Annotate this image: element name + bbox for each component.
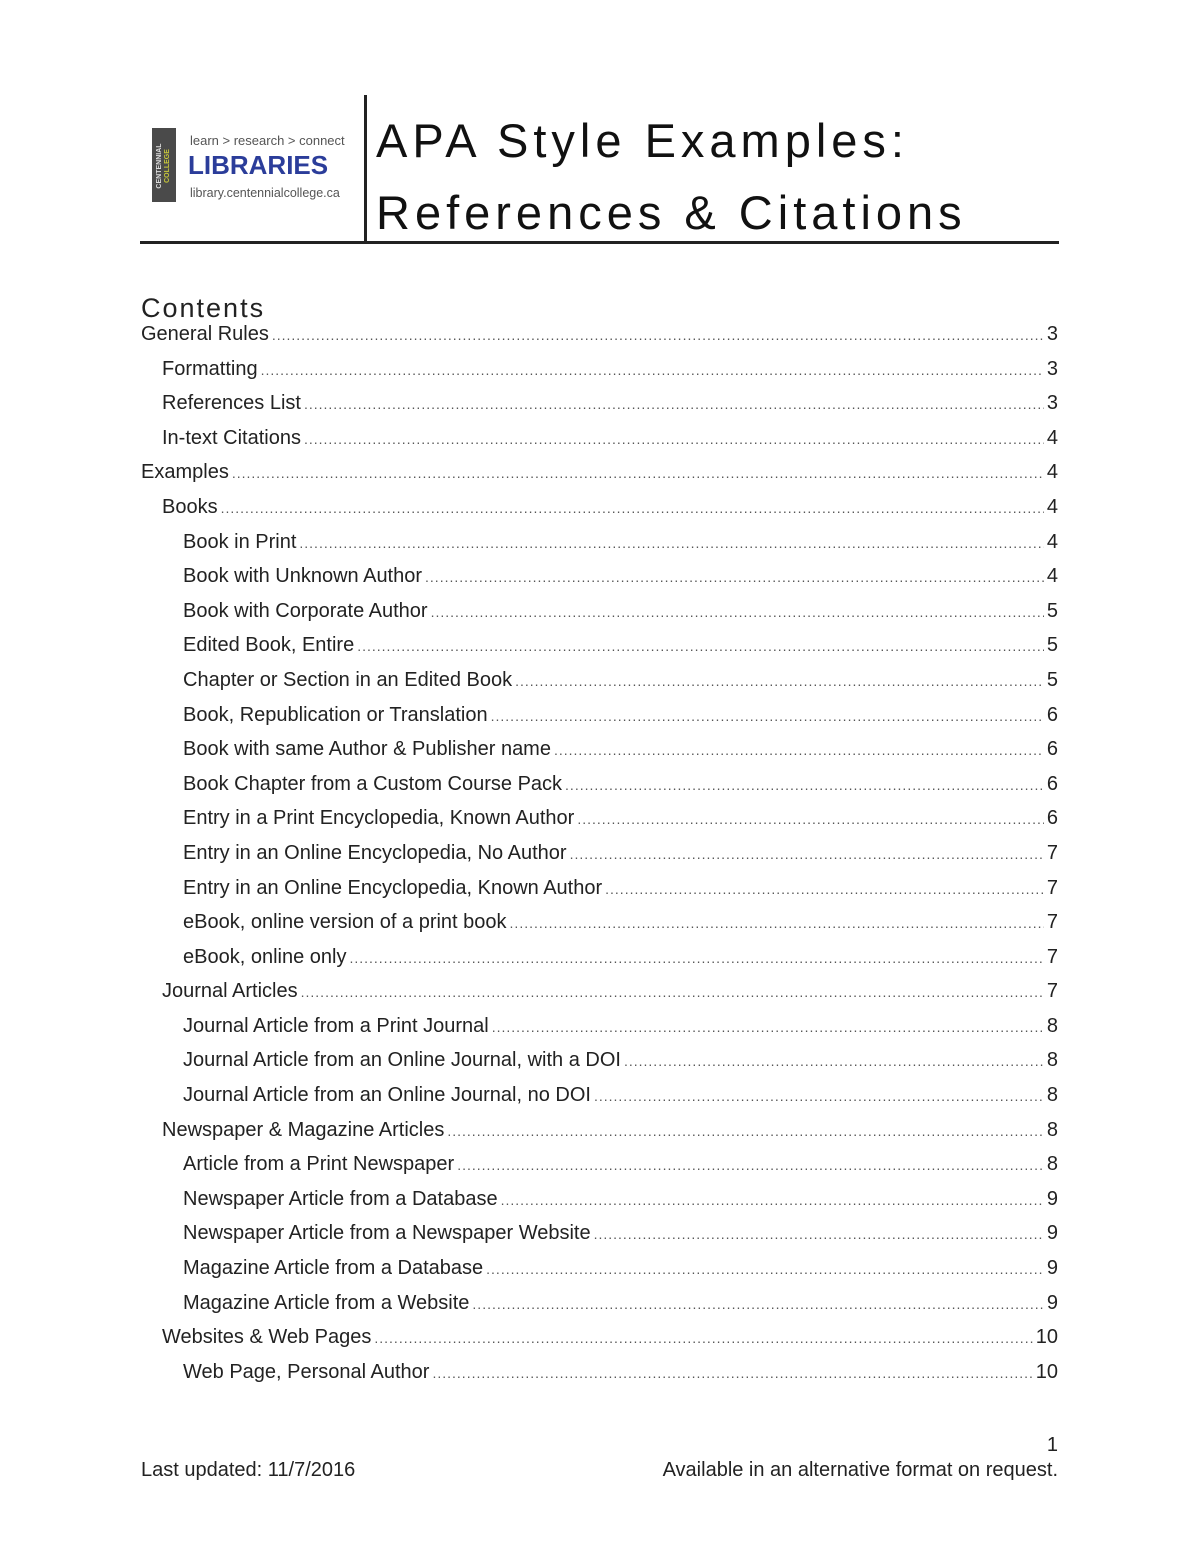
toc-leader-dots (349, 950, 1043, 966)
toc-entry[interactable] (141, 1361, 1058, 1396)
availability-note: Available in an alternative format on request. (662, 1459, 1058, 1481)
toc-entry-page[interactable]: 4 (1046, 565, 1058, 588)
toc-leader-dots (272, 327, 1044, 343)
toc-entry-page[interactable]: 6 (1046, 703, 1058, 726)
toc-leader-dots (432, 1365, 1032, 1381)
toc-entry-label[interactable]: Newspaper & Magazine Articles (162, 1118, 445, 1141)
toc-entry-page[interactable]: 8 (1046, 1049, 1058, 1072)
toc-entry[interactable] (141, 1188, 1058, 1223)
toc-entry[interactable] (141, 738, 1058, 773)
toc-leader-dots (486, 1261, 1044, 1277)
toc-entry-label[interactable]: eBook, online version of a print book (183, 911, 507, 934)
toc-entry[interactable] (141, 980, 1058, 1015)
last-updated: Last updated: 11/7/2016 (141, 1459, 356, 1481)
toc-leader-dots (221, 500, 1044, 516)
toc-entry-label[interactable]: eBook, online only (183, 945, 347, 968)
toc-leader-dots (261, 362, 1044, 378)
toc-entry[interactable] (141, 634, 1058, 669)
toc-leader-dots (232, 465, 1044, 481)
toc-entry-page[interactable]: 6 (1046, 738, 1058, 761)
toc-entry-page[interactable]: 6 (1046, 807, 1058, 830)
toc-entry-page[interactable]: 7 (1046, 911, 1058, 934)
toc-entry[interactable] (141, 807, 1058, 842)
logo-url: library.centennialcollege.ca (190, 186, 340, 200)
logo-tagline: learn > research > connect (190, 133, 345, 148)
toc-entry-page[interactable]: 5 (1046, 668, 1058, 691)
title-line-1: APA Style Examples: (376, 114, 909, 167)
toc-entry-page[interactable]: 3 (1046, 357, 1058, 380)
toc-entry-page[interactable]: 4 (1046, 530, 1058, 553)
college-badge (152, 128, 176, 202)
toc-leader-dots (304, 431, 1044, 447)
toc-entry-page[interactable]: 10 (1035, 1360, 1058, 1383)
toc-entry-label[interactable]: Journal Article from an Online Journal, with a DOI (183, 1049, 621, 1072)
toc-entry[interactable] (141, 1153, 1058, 1188)
toc-entry-page[interactable]: 4 (1046, 461, 1058, 484)
toc-entry-label[interactable]: Books (162, 495, 218, 518)
toc-entry[interactable] (141, 773, 1058, 808)
toc-entry[interactable] (141, 669, 1058, 704)
toc-leader-dots (501, 1192, 1044, 1208)
toc-entry[interactable] (141, 323, 1058, 358)
toc-entry-page[interactable]: 8 (1046, 1153, 1058, 1176)
toc-entry[interactable] (141, 461, 1058, 496)
toc-leader-dots (492, 1019, 1044, 1035)
toc-entry-page[interactable]: 9 (1046, 1291, 1058, 1314)
toc-entry-label[interactable]: Journal Article from a Print Journal (183, 1014, 489, 1037)
logo-libraries: LIBRARIES (188, 150, 329, 180)
toc-leader-dots (431, 604, 1044, 620)
toc-entry-page[interactable]: 3 (1046, 392, 1058, 415)
toc-leader-dots (304, 396, 1044, 412)
toc-leader-dots (301, 984, 1044, 1000)
toc-entry[interactable] (141, 1326, 1058, 1361)
toc-entry-label[interactable]: Book with same Author & Publisher name (183, 738, 551, 761)
contents-heading: Contents (141, 293, 266, 323)
toc-leader-dots (554, 742, 1044, 758)
toc-entry[interactable] (141, 565, 1058, 600)
toc-entry-label[interactable]: Book Chapter from a Custom Course Pack (183, 772, 563, 795)
toc-entry-label[interactable]: In-text Citations (162, 426, 301, 449)
centennial-libraries-logo (150, 128, 355, 208)
toc-entry-page[interactable]: 10 (1035, 1326, 1058, 1349)
toc-entry-page[interactable]: 9 (1046, 1257, 1058, 1280)
toc-entry[interactable] (141, 911, 1058, 946)
title-line-2: References & Citations (376, 186, 967, 239)
toc-entry[interactable] (141, 496, 1058, 531)
toc-entry-label[interactable]: Entry in a Print Encyclopedia, Known Author (183, 807, 575, 830)
toc-entry[interactable] (141, 1015, 1058, 1050)
toc-entry[interactable] (141, 1049, 1058, 1084)
toc-entry-page[interactable]: 4 (1046, 495, 1058, 518)
toc-entry-label[interactable]: Book with Unknown Author (183, 565, 423, 588)
toc-entry[interactable] (141, 1222, 1058, 1257)
toc-entry-label[interactable]: Journal Articles (162, 980, 298, 1003)
toc-leader-dots (594, 1226, 1044, 1242)
toc-leader-dots (624, 1053, 1044, 1069)
toc-entry-page[interactable]: 9 (1046, 1222, 1058, 1245)
toc-entry[interactable] (141, 877, 1058, 912)
toc-entry-page[interactable]: 9 (1046, 1187, 1058, 1210)
toc-leader-dots (457, 1157, 1044, 1173)
toc-entry[interactable] (141, 392, 1058, 427)
toc-leader-dots (570, 846, 1044, 862)
toc-leader-dots (472, 1296, 1043, 1312)
toc-leader-dots (510, 915, 1044, 931)
table-of-contents (141, 323, 1058, 1395)
toc-leader-dots (577, 811, 1044, 827)
toc-entry-label[interactable]: Newspaper Article from a Database (183, 1187, 498, 1210)
toc-entry-label[interactable]: Magazine Article from a Website (183, 1291, 470, 1314)
toc-leader-dots (491, 708, 1044, 724)
toc-entry-label[interactable]: Websites & Web Pages (162, 1326, 372, 1349)
toc-entry-label[interactable]: Magazine Article from a Database (183, 1257, 484, 1280)
toc-entry[interactable] (141, 946, 1058, 981)
toc-entry[interactable] (141, 600, 1058, 635)
toc-entry-page[interactable]: 7 (1046, 876, 1058, 899)
toc-entry-label[interactable]: Book with Corporate Author (183, 599, 428, 622)
toc-entry[interactable] (141, 427, 1058, 462)
toc-entry-label[interactable]: Article from a Print Newspaper (183, 1153, 455, 1176)
toc-entry-page[interactable]: 7 (1046, 980, 1058, 1003)
toc-entry[interactable] (141, 1119, 1058, 1154)
college-name: CENTENNIAL (156, 143, 163, 189)
toc-entry-page[interactable]: 3 (1046, 323, 1058, 345)
page-number: 1 (1046, 1434, 1058, 1456)
toc-leader-dots (565, 777, 1044, 793)
toc-leader-dots (357, 638, 1044, 654)
toc-leader-dots (447, 1123, 1044, 1139)
document-title (376, 105, 967, 249)
toc-entry-page[interactable]: 8 (1046, 1084, 1058, 1107)
toc-entry[interactable] (141, 358, 1058, 393)
toc-entry[interactable] (141, 704, 1058, 739)
toc-entry-page[interactable]: 8 (1046, 1118, 1058, 1141)
toc-leader-dots (515, 673, 1044, 689)
toc-entry-page[interactable]: 6 (1046, 772, 1058, 795)
toc-entry-label[interactable]: Journal Article from an Online Journal, no DOI (183, 1084, 591, 1107)
toc-entry-label[interactable]: Book, Republication or Translation (183, 703, 488, 726)
college-label: COLLEGE (164, 149, 171, 183)
toc-entry-label[interactable]: General Rules (141, 323, 269, 345)
toc-entry-page[interactable]: 4 (1046, 426, 1058, 449)
toc-entry-page[interactable]: 5 (1046, 634, 1058, 657)
toc-entry[interactable] (141, 531, 1058, 566)
toc-entry-page[interactable]: 7 (1046, 945, 1058, 968)
toc-entry-page[interactable]: 5 (1046, 599, 1058, 622)
toc-entry-page[interactable]: 7 (1046, 841, 1058, 864)
toc-entry-label[interactable]: Web Page, Personal Author (183, 1360, 430, 1383)
toc-entry-label[interactable]: Edited Book, Entire (183, 634, 355, 657)
toc-leader-dots (299, 535, 1043, 551)
toc-entry-label[interactable]: Newspaper Article from a Newspaper Website (183, 1222, 591, 1245)
toc-entry-label[interactable]: Examples (141, 461, 229, 484)
toc-entry-label[interactable]: Entry in an Online Encyclopedia, No Author (183, 841, 567, 864)
toc-leader-dots (374, 1330, 1032, 1346)
toc-entry-label[interactable]: Formatting (162, 357, 258, 380)
toc-leader-dots (425, 569, 1044, 585)
toc-entry-page[interactable]: 8 (1046, 1014, 1058, 1037)
toc-entry-label[interactable]: Entry in an Online Encyclopedia, Known Author (183, 876, 603, 899)
toc-entry[interactable] (141, 1084, 1058, 1119)
toc-entry[interactable] (141, 1292, 1058, 1327)
toc-leader-dots (605, 881, 1044, 897)
header-divider (364, 95, 367, 241)
toc-entry-label[interactable]: Book in Print (183, 530, 297, 553)
toc-entry[interactable] (141, 842, 1058, 877)
toc-entry-label[interactable]: References List (162, 392, 301, 415)
toc-entry[interactable] (141, 1257, 1058, 1292)
toc-entry-label[interactable]: Chapter or Section in an Edited Book (183, 668, 513, 691)
toc-leader-dots (594, 1088, 1044, 1104)
document-header (140, 95, 1059, 244)
